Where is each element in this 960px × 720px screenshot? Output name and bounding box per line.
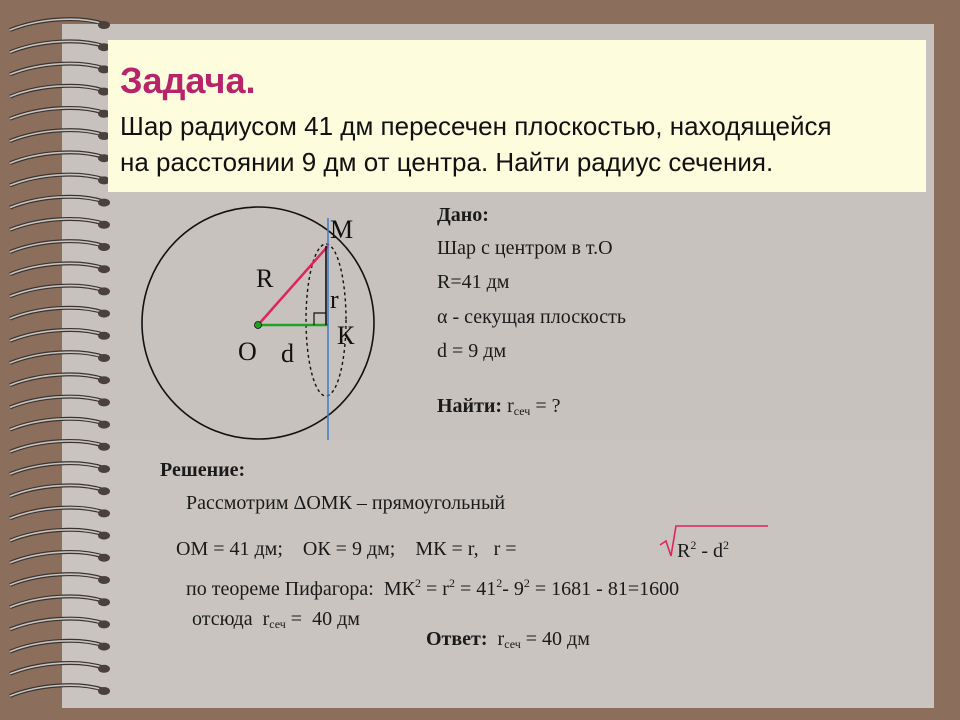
problem-title: Задача. <box>120 60 256 101</box>
pyth-part-a: по теореме Пифагора: МК <box>186 578 415 600</box>
given-line-1: Шар с центром в т.О <box>437 237 613 259</box>
solution-line-2-text: ОМ = 41 дм; ОК = 9 дм; МК = r, r = <box>176 538 522 560</box>
hence-part-b: = 40 дм <box>285 608 360 630</box>
solution-line-3 <box>186 576 679 601</box>
solution-line-1: Рассмотрим ΔОМК – прямоугольный <box>186 492 506 514</box>
given-heading: Дано: <box>437 204 489 226</box>
answer-label: Ответ: <box>426 628 488 650</box>
find-rest: = ? <box>530 395 561 417</box>
answer-sub: сеч <box>504 637 521 651</box>
solution-line-4 <box>192 608 360 632</box>
pyth-sup-4: 2 <box>523 576 530 590</box>
label-o: О <box>238 337 257 366</box>
pyth-sup-1: 2 <box>414 576 421 590</box>
sqrt-sup-2: 2 <box>723 538 730 552</box>
label-m: M <box>330 215 354 244</box>
label-r-big: R <box>256 264 274 293</box>
hence-sub: сеч <box>269 617 286 631</box>
pyth-sup-2: 2 <box>448 576 455 590</box>
problem-line-2: на расстоянии 9 дм от центра. Найти радиус сечения. <box>120 147 774 177</box>
sqrt-r: R <box>677 540 691 562</box>
sqrt-content <box>677 538 729 563</box>
problem-line-1: Шар радиусом 41 дм пересечен плоскостью, находящейся <box>120 111 832 141</box>
given-line-2: R=41 дм <box>437 271 510 293</box>
pyth-part-c: = 41 <box>454 578 497 600</box>
answer-r: r <box>497 628 505 650</box>
pyth-part-b: = r <box>420 578 449 600</box>
answer-rest: = 40 дм <box>520 628 590 650</box>
find-label: Найти: <box>437 395 503 417</box>
pyth-part-e: = 1681 - 81=1600 <box>529 578 680 600</box>
given-line-3: α - секущая плоскость <box>437 306 627 328</box>
label-d: d <box>281 339 294 368</box>
sqrt-sup-1: 2 <box>690 538 697 552</box>
label-r-small: r <box>330 285 339 314</box>
find-sub: сеч <box>513 404 531 418</box>
given-line-4: d = 9 дм <box>437 340 507 362</box>
solution-heading: Решение: <box>160 459 246 481</box>
label-k: К <box>337 321 355 350</box>
pyth-part-d: - 9 <box>502 578 524 600</box>
answer-line <box>426 628 590 652</box>
pyth-sup-3: 2 <box>496 576 503 590</box>
hence-part-a: отсюда r <box>192 608 270 630</box>
find-r: r <box>507 395 514 417</box>
sqrt-minus-d: - d <box>696 540 724 562</box>
